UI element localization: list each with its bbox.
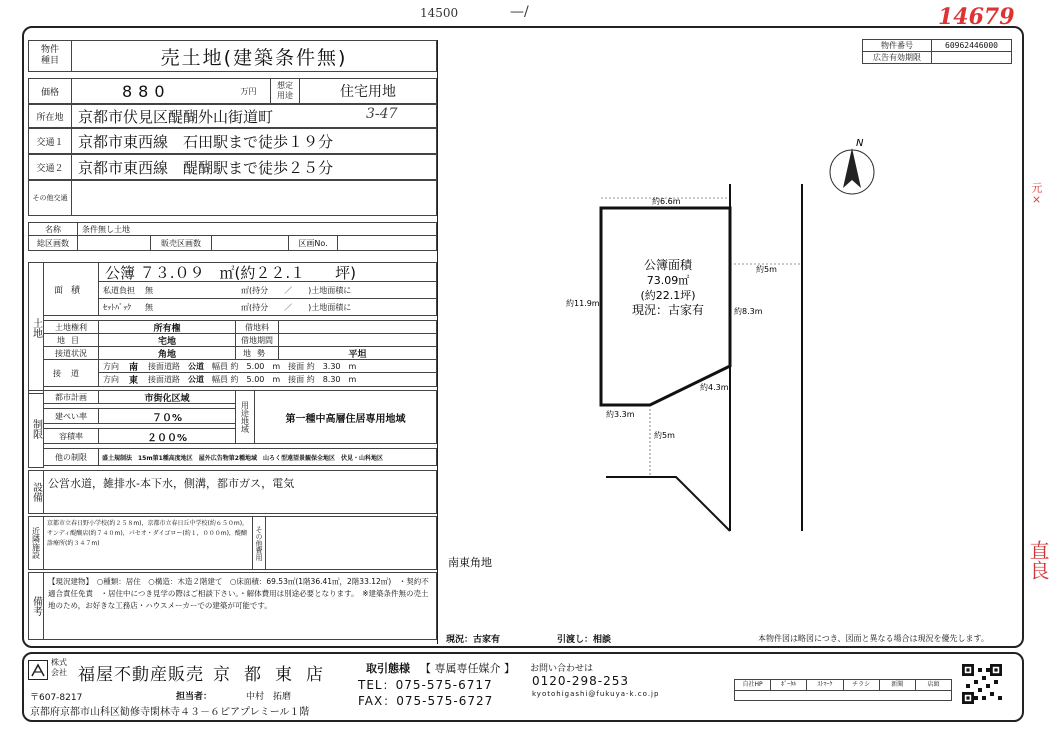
road2-road: 公道 [188,375,205,384]
lease-fee-label-cell [235,320,279,334]
private-road-label: 私道負担 [103,285,135,295]
road1-road-label: 接面道路 [148,361,181,371]
lease-period-label-cell [235,333,279,347]
nearby-label: 近隣施設 [31,527,41,559]
property-id-label: 物件番号 [881,41,913,50]
other-reg-value: 盛土規制法 15m第1種高度地区 屋外広告物第2種地域 山ろく型遠望景観保全地区 伏見・山科地区 [102,454,383,462]
other-reg-label-cell [43,448,99,466]
other-cost-label-cell [252,516,266,570]
lot-no-value-cell [337,235,437,251]
nearby-value: 京都市立春日野小学校(約２５８m)，京都市立春日丘中学校(約６５０m)，サンディ醍醐店(約７４０m)，パセオ・ダイゴロー(約１，０００m)，醍醐診療所(約３４７m) [47,520,249,547]
price-value: 880 [122,81,171,101]
location-label-cell [28,104,72,128]
kobo-label: 公簿面積 [643,258,693,272]
contact-label: 接道状況 [55,348,87,358]
media-cell-4: 新聞 [880,680,916,690]
category-value-cell [98,333,236,347]
company-tel: TEL：075-575-6717 [358,678,493,692]
handwritten-mark-top: —/ [510,4,529,20]
terrain-value: 平坦 [348,349,367,360]
other-reg-value-cell [98,448,437,466]
use-label: 想定 用途 [277,81,293,100]
private-road-cell [98,281,437,299]
dim-bottom: 約3.3m [606,410,635,419]
remarks-label-cell [28,572,44,640]
area-count-label: 総区画数 [37,238,69,248]
expiry-label-cell [862,51,932,64]
handwritten-address-suffix: 3-47 [366,106,398,122]
media-cell-5: 店頭 [927,681,940,688]
company-legal: 株式 会社 [51,658,67,677]
road1-cell [98,359,437,373]
name-label: 名称 [45,224,61,234]
facilities-label: 設備 [30,482,42,502]
status-text: 現況：古家有 [446,635,501,645]
area-count-label-cell [28,235,78,251]
road1-dir: 南 [129,362,139,373]
transport2-label-cell [28,154,72,180]
sale-count-label-cell [150,235,212,251]
contact-value-cell [98,346,236,360]
transaction-value: 【 専属専任媒介 】 [420,662,515,675]
handwritten-stamp-number: 14679 [938,4,1015,30]
sale-count-value-cell [211,235,289,251]
category-label-cell [43,333,99,347]
dim-right: 約8.3m [734,307,763,316]
area-count-value-cell [77,235,151,251]
free-dial: 0120-298-253 [532,674,630,688]
rights-label: 土地権利 [55,322,87,332]
company-logo-icon [28,660,48,680]
road2-dir: 東 [129,376,139,386]
facilities-value: 公営水道，雑排水-本下水，側溝，都市ガス，電気 [48,477,295,490]
contact-value: 角地 [157,349,176,360]
other-reg-label: 他の制限 [55,452,87,462]
road2-cell [98,372,437,387]
far-value-cell [98,428,236,444]
handwritten-note-top: 14500 [420,6,459,20]
private-road-value: 無 [145,285,153,295]
facilities-label-cell [28,470,44,514]
current-status-map: 現況：古家有 [631,303,705,317]
lease-fee-label: 借地料 [245,322,269,332]
media-cell-2: ｽﾄﾏｰｸ [807,680,843,690]
property-id-value: 60962446000 [945,41,998,50]
lease-period-label: 借地期間 [241,335,273,345]
nearby-value-cell [43,516,253,570]
company-fax: FAX：075-575-6727 [358,694,494,708]
kobo-tsubo-map: (約22.1坪) [640,289,696,302]
lease-fee-value-cell [278,320,437,334]
setback-cell [98,298,437,316]
setback-label: ｾｯﾄﾊﾞｯｸ [103,302,131,312]
kobo-area-cell [98,262,437,282]
regulation-section-label-cell [28,390,44,468]
company-zip: 〒607-8217 [30,693,83,703]
other-cost-value-cell [265,516,437,570]
road1-dir-label: 方向 [103,361,119,371]
category-value: 宅地 [157,336,176,347]
land-section-label: 土地 [30,318,42,338]
price-label-cell [28,78,72,104]
price-value-cell [71,78,271,104]
roads-label-cell [43,359,99,387]
dim-road-south: 約5m [654,431,675,440]
use-value: 住宅用地 [340,84,396,100]
transport1-label-cell [28,128,72,154]
media-cell-0: 自社HP [735,680,771,690]
regulation-section-label: 制限 [30,419,42,439]
title-cell [71,40,437,72]
info-panel [28,40,437,644]
coverage-label-cell [43,408,99,424]
lease-period-value-cell [278,333,437,347]
media-check-row-blank [734,690,952,701]
transport3-label: その他交通 [32,194,68,202]
land-section-label-cell [28,262,44,394]
media-cell-1: ﾎﾟｰﾀﾙ [771,680,807,690]
terrain-label-cell [235,346,279,360]
expiry-label: 広告有効期限 [873,53,921,62]
lot-no-label-cell [288,235,338,251]
use-label-cell [270,78,300,104]
city-plan-label: 都市計画 [55,392,87,402]
far-label: 容積率 [59,431,83,441]
transaction-label: 取引態様 [366,662,410,675]
company-email: kyotohigashi@fukuya-k.co.jp [532,690,660,698]
zone-value-cell [254,390,437,444]
page-title: 売土地(建築条件無) [160,46,348,69]
north-label: N [856,138,864,149]
site-map [438,66,1018,636]
disclaimer-text: 本物件図は略図につき、図面と異なる場合は現況を優先します。 [758,634,989,643]
use-value-cell [299,78,437,104]
terrain-label: 地勢 [243,348,271,358]
far-label-cell [43,428,99,444]
kind-label-cell [28,40,72,72]
handover-text: 引渡し：相談 [557,635,612,645]
manager-name: 中村 拓磨 [246,692,292,702]
zone-value: 第一種中高層住居専用地域 [285,413,406,425]
far-value: ２００% [146,432,188,444]
category-label: 地目 [57,335,85,345]
dim-top: 約6.6m [652,197,681,206]
coverage-label: 建ぺい率 [55,411,87,421]
dim-road-east: 約5m [756,265,777,274]
kind-label: 物件 種目 [40,45,59,66]
road1-road: 公道 [188,361,205,371]
city-plan-label-cell [43,390,99,404]
dim-left: 約11.9m [566,299,600,308]
transport3-value-cell [71,180,437,216]
nearby-label-cell [28,516,44,570]
transport1-label: 交通１ [36,137,64,148]
terrain-value-cell [278,346,437,360]
facilities-value-cell [43,470,437,514]
qr-code-icon [962,664,1002,704]
land-area-label-cell [43,262,99,316]
road2-width: 幅員 約 5.00 m 接面 約 8.30 m [212,375,357,384]
city-plan-value: 市街化区域 [144,393,190,404]
media-cell-3: チラシ [844,680,880,690]
other-cost-label: その他費用 [255,525,263,561]
inquiry-text: お問い合わせは [530,664,594,674]
transport1-value-cell [71,128,437,154]
setback-share: ㎡(持分 ／ )土地面積に [241,302,352,312]
coverage-value: ７０% [151,412,183,424]
remarks-label: 備考 [30,596,42,616]
transport2-label: 交通２ [36,163,64,174]
road2-dir-label: 方向 [103,375,119,384]
private-road-share: ㎡(持分 ／ )土地面積に [241,285,352,295]
company-address: 京都府京都市山科区勧修寺閑林寺４３－６ピアプレミール１階 [30,707,310,718]
city-plan-value-cell [98,390,236,404]
road2-road-label: 接面道路 [148,375,181,384]
price-label: 価格 [40,87,59,98]
zone-label: 用途地域 [240,401,250,433]
setback-value: 無 [145,302,153,312]
sale-count-label: 販売区画数 [161,238,201,248]
handwritten-side-note-1: 元× [1030,182,1043,206]
corner-lot-label: 南東角地 [448,556,492,569]
manager-label: 担当者： [176,692,213,702]
price-unit: 万円 [240,86,257,96]
lot-no-label: 区画No. [298,238,328,248]
company-name: 福屋不動産販売 [78,665,204,685]
road1-width: 幅員 約 5.00 m 接面 約 3.30 m [212,361,357,371]
remarks-value: 【現況建物】 ○種類：居住 ○構造：木造２階建て ○床面積：69.53㎡(1階36.41㎡，2階33.12㎡) ・契約不適合責任免責 ・居住中につき見学の際はご相談下さい。・解体費用は別途必要となります。 ※建築条件無の売土地のため，お好きな工務店・ハウスメーカーでの建築が可能です。 [48,577,429,610]
coverage-value-cell [98,408,236,424]
land-area-label: 面積 [53,285,88,296]
transport3-label-cell [28,180,72,216]
location-value: 京都市伏見区醍醐外山街道町 [78,107,274,126]
handwritten-side-note-2: 直良 [1026,540,1050,580]
rights-label-cell [43,320,99,334]
kobo-area-value: 公簿 ７３.０９ ㎡(約２２.１ 坪) [105,263,357,282]
rights-value: 所有権 [153,323,181,334]
rights-value-cell [98,320,236,334]
name-value-cell [77,222,437,236]
transport2-value-cell [71,154,437,180]
zone-label-cell [235,390,255,444]
transport1-value: 京都市東西線 石田駅まで徒歩１９分 [78,132,334,151]
property-info-box [862,39,1012,65]
remarks-value-cell [43,572,437,640]
dim-diag: 約4.3m [700,383,729,392]
road-south-line [606,477,730,531]
north-compass-icon [830,138,874,194]
expiry-value-cell [931,51,1012,64]
roads-label: 接道 [53,368,89,378]
name-label-cell [28,222,78,236]
transport2-value: 京都市東西線 醍醐駅まで徒歩２５分 [78,158,334,177]
location-label: 所在地 [36,112,64,123]
company-branch: 京都東店 [213,665,337,685]
name-value: 条件無し土地 [82,224,130,234]
contact-label-cell [43,346,99,360]
kobo-area-map: 73.09㎡ [646,274,690,287]
